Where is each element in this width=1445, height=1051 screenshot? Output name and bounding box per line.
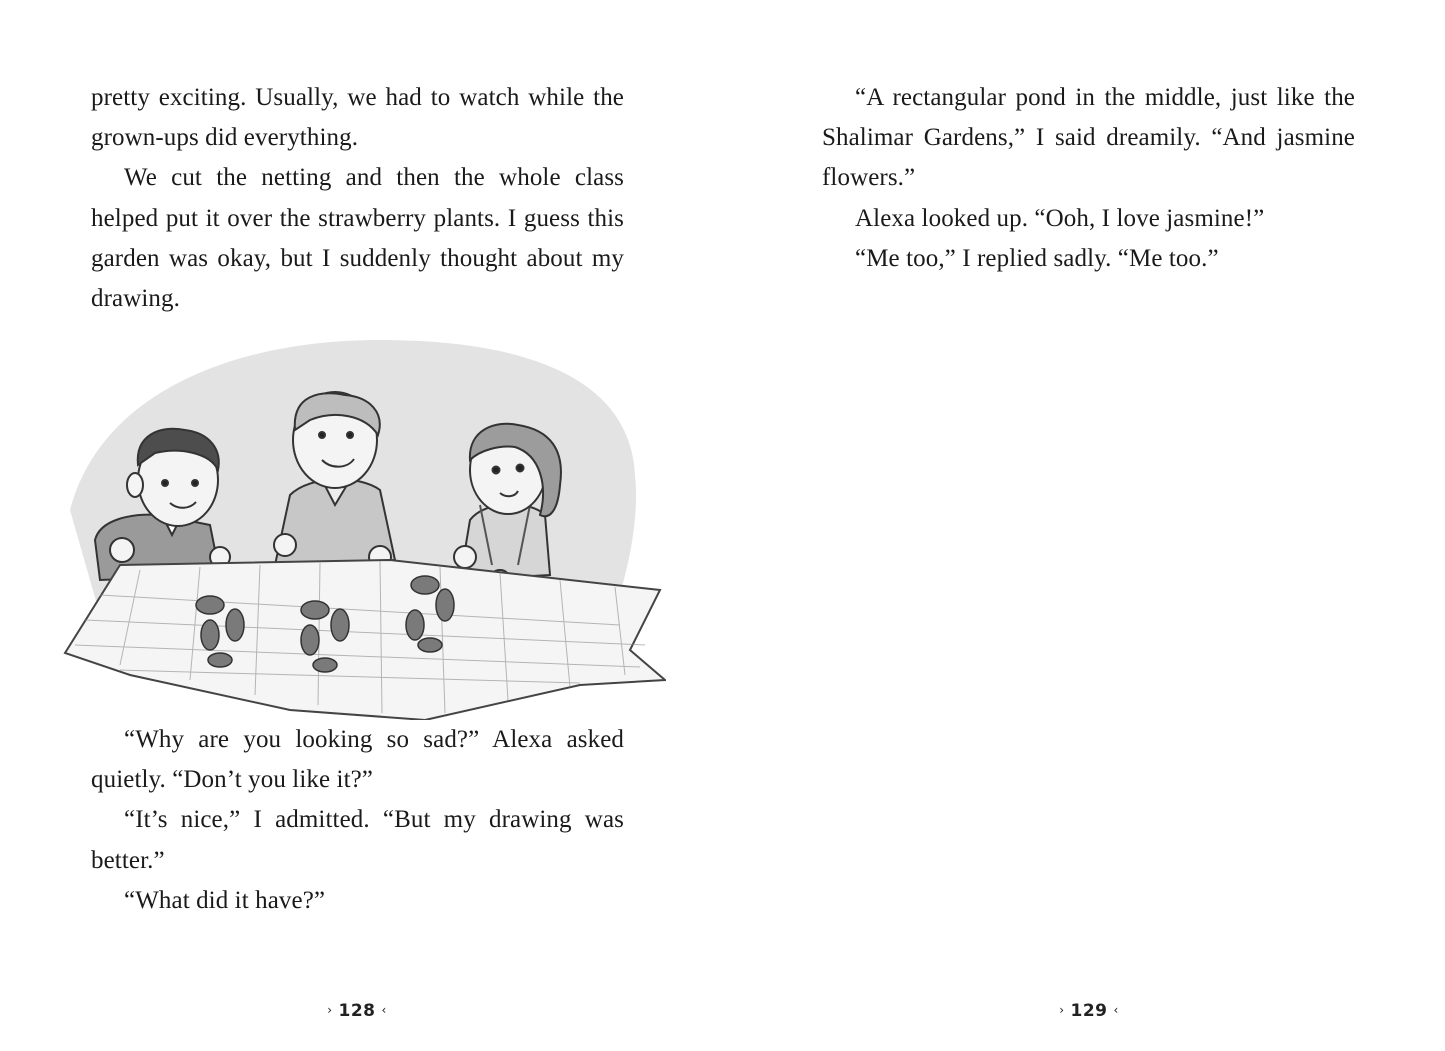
page-number: [1039, 1001, 1139, 1021]
right-page: [722, 0, 1445, 1051]
page-number-value: 128: [338, 1001, 376, 1021]
page-number: [307, 1001, 407, 1021]
folio-ornament-left: ›: [327, 1003, 333, 1017]
left-top-text: [91, 78, 624, 319]
folio-ornament-right: ‹: [1113, 1003, 1119, 1017]
paragraph: “A rectangular pond in the middle, just like the Shalimar Gardens,” I said dreamily. “And jasmine flowers.”: [822, 84, 1355, 192]
left-bottom-text: [91, 720, 624, 921]
paragraph: “Why are you looking so sad?” Alexa asked quietly. “Don’t you like it?”: [91, 726, 624, 794]
folio-ornament-left: ›: [1059, 1003, 1065, 1017]
netting-sheet: [65, 560, 665, 720]
paragraph: “Me too,” I replied sadly. “Me too.”: [855, 244, 1219, 272]
paragraph: “It’s nice,” I admitted. “But my drawing was better.”: [91, 806, 624, 874]
page-number-value: 129: [1070, 1001, 1108, 1021]
illustration-children-garden-netting: [60, 335, 666, 720]
paragraph: “What did it have?”: [124, 886, 326, 914]
right-top-text: [822, 78, 1355, 279]
paragraph: Alexa looked up. “Ooh, I love jasmine!”: [855, 204, 1265, 232]
folio-ornament-right: ‹: [381, 1003, 387, 1017]
paragraph: We cut the netting and then the whole class helped put it over the strawberry plants. I guess this garden was okay, but I suddenly thought about my drawing.: [91, 164, 624, 313]
paragraph: pretty exciting. Usually, we had to watch while the grown-ups did everything.: [91, 84, 624, 152]
left-page: [0, 0, 722, 1051]
